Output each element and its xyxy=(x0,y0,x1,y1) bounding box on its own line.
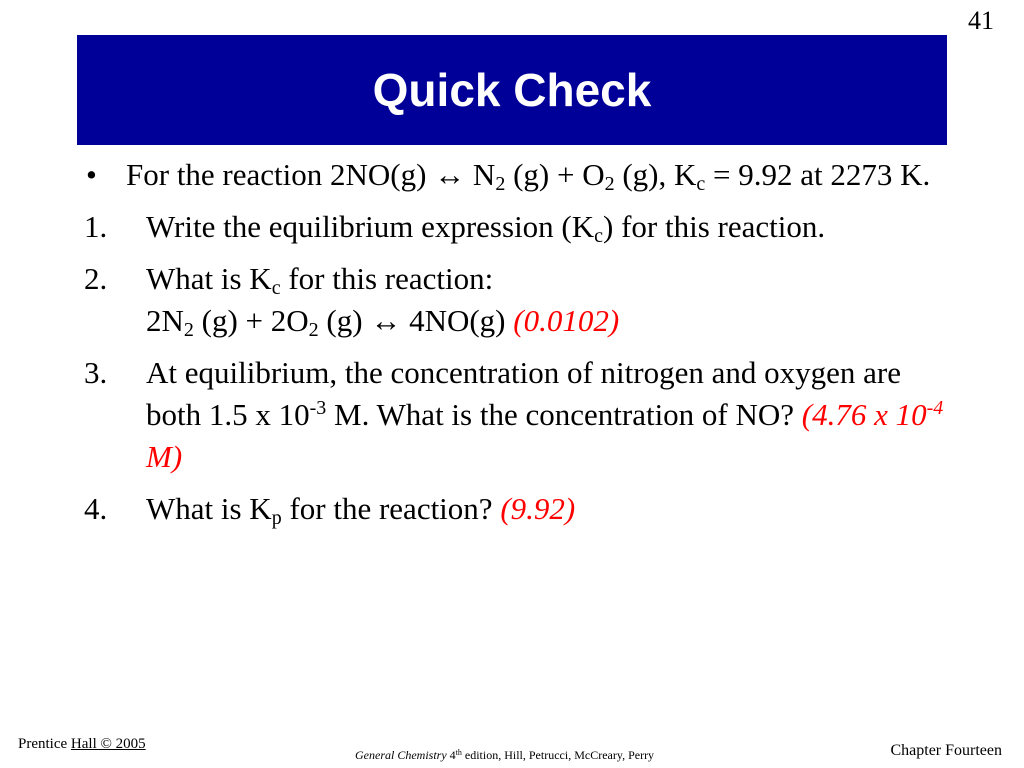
question-4 xyxy=(84,488,954,530)
question-1-text: Write the equilibrium expression $(K_c)$ for this reaction. xyxy=(146,209,826,247)
question-number: 1. xyxy=(84,209,108,244)
answer-text: (9.92) xyxy=(500,491,576,526)
answer-text: (0.0102) xyxy=(513,303,620,338)
question-2 xyxy=(84,258,954,342)
answer-text: (4.76 x $10^{-4}$ M) xyxy=(146,397,944,474)
question-2-text xyxy=(84,258,954,342)
footer-publisher: Prentice Hall © 2005 xyxy=(18,736,146,752)
intro-bullet xyxy=(84,154,954,196)
footer-chapter: Chapter Fourteen xyxy=(890,742,1002,759)
title-bar xyxy=(77,35,947,145)
slide-number: 41 xyxy=(968,6,994,35)
bullet-icon: • xyxy=(86,157,97,192)
question-3 xyxy=(84,352,954,478)
question-2-prompt: What is $K_c$ for this reaction: xyxy=(146,261,494,299)
question-2-equation: $2N_2$ $(g) + 2O_2$ (g) ↔ 4NO(g) (0.0102) xyxy=(146,303,620,341)
question-number: 2. xyxy=(84,261,108,296)
question-3-text: At equilibrium, the concentration of nitrogen and oxygen are both 1.5 x $10^{-3}$ M. What is the concentration of NO? (4.76 x $10^{-4}$ M) xyxy=(146,355,944,474)
slide-title: Quick Check xyxy=(372,64,652,116)
question-4-text: What is $K_p$ for the reaction? (9.92) xyxy=(146,491,576,529)
question-number: 4. xyxy=(84,491,108,526)
footer-book-credit: General Chemistry 4th edition, Hill, Petrucci, McCreary, Perry xyxy=(355,748,655,762)
intro-text: For the reaction 2NO(g) ↔ $N_2$ $(g) + O_2$ (g), $K_c = 9.92$ at 2273 K. xyxy=(126,157,931,195)
question-number: 3. xyxy=(84,355,108,390)
slide-content xyxy=(84,154,954,540)
question-1 xyxy=(84,206,954,248)
